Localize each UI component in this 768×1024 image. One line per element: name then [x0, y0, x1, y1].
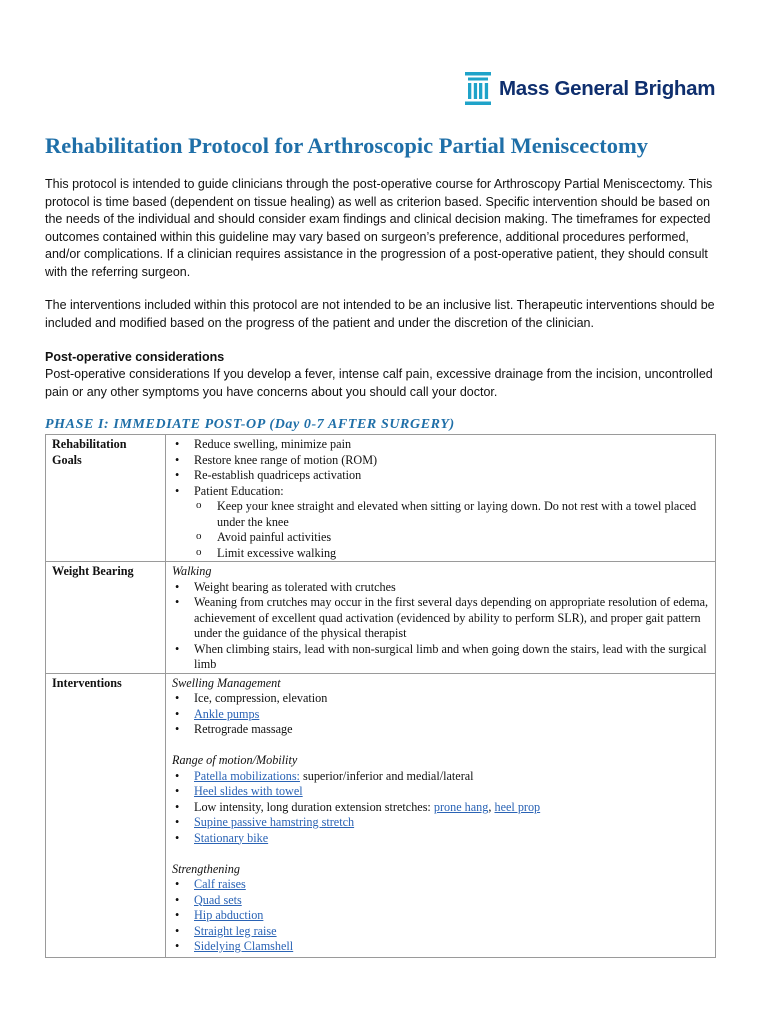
list-item: • Weaning from crutches may occur in the first several days depending on appropriate resolution of edema, achievement of excellent quad activation (evidenced by ability to perform SLR), and proper gait pattern under the guidance of the physical therapist [172, 595, 709, 642]
list-item [172, 893, 709, 909]
education-list [172, 499, 709, 561]
postop-text: Post-operative considerations If you develop a fever, intense calf pain, excessive drainage from the incision, uncontrolled pain or any other symptoms you have concerns about you should call your doctor. [45, 367, 713, 399]
stationary-bike-link[interactable]: Stationary bike [194, 830, 269, 845]
building-columns-icon [465, 72, 491, 106]
sidelying-clamshell-link[interactable]: Sidelying Clamshell [194, 939, 294, 953]
heel-slides-link[interactable]: Heel slides with towel [194, 784, 303, 798]
list-item: • Restore knee range of motion (ROM) [172, 453, 709, 469]
weight-bearing-row [46, 562, 716, 674]
goals-list [172, 437, 709, 561]
list-item [172, 877, 709, 893]
brand-logo [465, 72, 715, 106]
strength-heading: Strengthening [172, 861, 240, 876]
interventions-note: The interventions included within this protocol are not intended to be an inclusive list. Therapeutic interventions should be included and modified based on the progress of the patient and under the discretion of the clinician. [45, 298, 715, 330]
interventions-content [166, 673, 716, 957]
rom-list [172, 769, 709, 847]
list-item [172, 831, 709, 847]
weight-label: Weight Bearing [46, 562, 166, 674]
calf-raises-link[interactable]: Calf raises [194, 877, 246, 891]
patella-mobilizations-link[interactable]: Patella mobilizations: [194, 768, 300, 783]
list-item: • When climbing stairs, lead with non-surgical limb and when going down the stairs, lead with the surgical limb [172, 642, 709, 673]
list-item: • Ice, compression, elevation [172, 691, 709, 707]
list-item: o Avoid painful activities [172, 530, 709, 546]
list-item: • Reduce swelling, minimize pain [172, 437, 709, 453]
patella-text: superior/inferior and medial/lateral [299, 768, 474, 783]
list-item [172, 800, 709, 816]
protocol-table [45, 434, 716, 958]
weight-subheading: Walking [172, 564, 212, 578]
list-item [172, 908, 709, 924]
page-title: Rehabilitation Protocol for Arthroscopic Partial Meniscectomy [45, 133, 649, 158]
list-item: • Retrograde massage [172, 722, 709, 738]
ankle-pumps-link[interactable]: Ankle pumps [194, 706, 260, 721]
list-item: o Keep your knee straight and elevated when sitting or laying down. Do not rest with a towel placed under the knee [172, 499, 709, 530]
list-item: • Re-establish quadriceps activation [172, 468, 709, 484]
separator: , [488, 799, 495, 814]
goals-row [46, 435, 716, 562]
list-item [172, 924, 709, 940]
list-item [172, 939, 709, 955]
swelling-heading: Swelling Management [172, 675, 281, 690]
weight-content [166, 562, 716, 674]
interventions-row [46, 673, 716, 957]
list-item: • Weight bearing as tolerated with crutches [172, 580, 709, 596]
list-item [172, 784, 709, 800]
brand-name: Mass General Brigham [499, 77, 716, 100]
list-item [172, 815, 709, 831]
prone-hang-link[interactable]: prone hang [433, 799, 489, 814]
intro-paragraph: This protocol is intended to guide clinicians through the post-operative course for Arthroscopy Partial Meniscectomy. This protocol is time based (dependent on tissue healing) as well as criterion based. Specific intervention should be based on the needs of the individual and should consider exam findings and clinical decision making. The timeframes for expected outcomes contained within this guideline may vary based on surgeon’s preference, additional procedures performed, and/or complications. If a clinician requires assistance in the progression of a post-operative patient, they should consult with the referring surgeon. [45, 177, 713, 279]
interventions-label: Interventions [46, 673, 166, 957]
hamstring-stretch-link[interactable]: Supine passive hamstring stretch [194, 815, 355, 829]
straight-leg-raise-link[interactable]: Straight leg raise [194, 923, 277, 938]
list-item [172, 707, 709, 723]
goals-content [166, 435, 716, 562]
strength-list [172, 877, 709, 955]
heel-prop-link[interactable]: heel prop [494, 799, 541, 814]
quad-sets-link[interactable]: Quad sets [194, 892, 242, 907]
weight-list [172, 580, 709, 673]
rom-heading: Range of motion/Mobility [172, 753, 298, 767]
list-item: o Limit excessive walking [172, 546, 709, 562]
postop-heading: Post-operative considerations [45, 350, 225, 364]
swelling-list [172, 691, 709, 738]
goals-label: Rehabilitation Goals [46, 435, 166, 562]
education-label: Patient Education: [194, 483, 284, 498]
list-item [172, 484, 709, 562]
list-item [172, 769, 709, 785]
hip-abduction-link[interactable]: Hip abduction [194, 908, 264, 922]
stretch-text: Low intensity, long duration extension stretches: [194, 799, 434, 814]
phase-title: PHASE I: IMMEDIATE POST-OP (Day 0-7 AFTER SURGERY) [45, 417, 455, 432]
